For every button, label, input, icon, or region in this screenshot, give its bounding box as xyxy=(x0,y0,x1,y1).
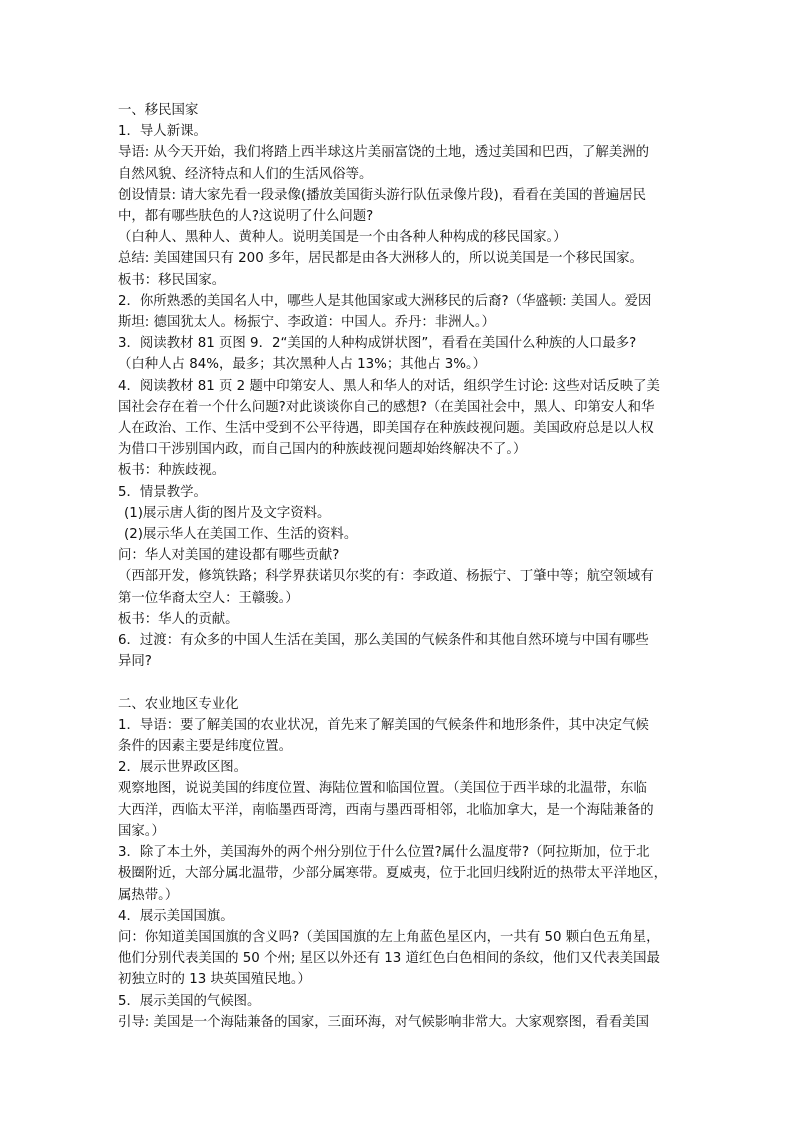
paragraph-line: 属热带。） xyxy=(118,887,179,903)
paragraph-line: (2)展示华人在美国工作、生活的资料。 xyxy=(124,527,358,543)
paragraph-line: 人在政治、工作、生活中受到不公平待遇，即美国存在种族歧视问题。美国政府总是以人权 xyxy=(118,421,654,437)
paragraph-line: 他们分别代表美国的 50 个州; 星区以外还有 13 道红色白色相间的条纹，他们又代表美国最 xyxy=(118,951,660,967)
paragraph-line: 1．导人新课。 xyxy=(118,124,207,140)
paragraph-line: 总结: 美国建国只有 200 多年，居民都是由各大洲移人的，所以说美国是一个移民国家。 xyxy=(118,251,643,267)
paragraph-line: 极圈附近，大部分属北温带，少部分属寒带。夏威夷，位于北回归线附近的热带太平洋地区， xyxy=(118,866,668,882)
paragraph-line: 5．展示美国的气候图。 xyxy=(118,993,261,1009)
paragraph-line: 问：你知道美国国旗的含义吗?（美国国旗的左上角蓝色星区内，一共有 50 颗白色五角星， xyxy=(118,929,660,945)
paragraph-line: （白种人、黑种人、黄种人。说明美国是一个由各种人种构成的移民国家。） xyxy=(118,230,567,246)
paragraph-line: 大西洋，西临太平洋，南临墨西哥湾，西南与墨西哥相邻，北临加拿大，是一个海陆兼备的 xyxy=(118,802,654,818)
paragraph-line: 4．阅读教材 81 页 2 题中印第安人、黑人和华人的对话，组织学生讨论: 这些对话反映了美 xyxy=(118,378,660,394)
paragraph-line: 国家。） xyxy=(118,823,165,839)
paragraph-line: 斯坦: 德国犹太人。杨振宁、李政道：中国人。乔丹：非洲人。） xyxy=(118,315,496,331)
paragraph-line: 导语: 从今天开始，我们将踏上西半球这片美丽富饶的土地，透过美国和巴西，了解美洲的 xyxy=(118,145,649,161)
paragraph-line: 国社会存在着一个什么问题?对此谈谈你自己的感想?（在美国社会中，黑人、印第安人和华 xyxy=(118,399,655,415)
paragraph-line: 自然风貌、经济特点和人们的生活风俗等。 xyxy=(118,166,373,182)
paragraph-line: 问：华人对美国的建设都有哪些贡献? xyxy=(118,548,340,564)
paragraph-line: 板书：种族歧视。 xyxy=(118,463,226,479)
paragraph-line: 板书：华人的贡献。 xyxy=(118,611,239,627)
document-page xyxy=(118,100,684,1033)
paragraph-line: 为借口干涉别国内政，而自己国内的种族歧视问题却始终解决不了。） xyxy=(118,442,527,458)
paragraph-line: （西部开发，修筑铁路；科学界获诺贝尔奖的有：李政道、杨振宁、丁肇中等；航空领域有 xyxy=(118,569,654,585)
paragraph-line: 引导: 美国是一个海陆兼备的国家，三面环海，对气候影响非常大。大家观察图，看看美国 xyxy=(118,1014,649,1030)
paragraph-line: 4．展示美国国旗。 xyxy=(118,908,234,924)
paragraph-line: （白种人占 84%，最多；其次黑种人占 13%；其他占 3%。） xyxy=(118,357,487,373)
paragraph-line: 2．你所熟悉的美国名人中，哪些人是其他国家或大洲移民的后裔?（华盛顿: 美国人。爱因 xyxy=(118,293,652,309)
paragraph-line: 3．阅读教材 81 页图 9．2“美国的人种构成饼状图”，看看在美国什么种族的人口最多? xyxy=(118,336,637,352)
paragraph-line: 3．除了本土外，美国海外的两个州分别位于什么位置?属什么温度带?（阿拉斯加，位于北 xyxy=(118,845,650,861)
section-heading-immigrant-country: 一、移民国家 xyxy=(118,103,199,118)
paragraph-line: (1)展示唐人街的图片及文字资料。 xyxy=(124,505,331,521)
paragraph-line: 创设情景: 请大家先看一段录像(播放美国街头游行队伍录像片段)，看看在美国的普遍居民 xyxy=(118,187,647,203)
paragraph-line: 中，都有哪些肤色的人?这说明了什么问题? xyxy=(118,209,374,225)
section-spacer xyxy=(118,672,684,693)
paragraph-line: 第一位华裔太空人：王赣骏。） xyxy=(118,590,299,606)
paragraph-line: 1．导语：要了解美国的农业状况，首先来了解美国的气候条件和地形条件，其中决定气候 xyxy=(118,717,649,733)
paragraph-line: 板书：移民国家。 xyxy=(118,272,226,288)
section-heading-agricultural-specialization: 二、农业地区专业化 xyxy=(118,696,239,712)
paragraph-line: 异同? xyxy=(118,654,152,670)
paragraph-line: 条件的因素主要是纬度位置。 xyxy=(118,739,293,755)
paragraph-line: 2．展示世界政区图。 xyxy=(118,760,248,776)
paragraph-line: 观察地图，说说美国的纬度位置、海陆位置和临国位置。（美国位于西半球的北温带，东临 xyxy=(118,781,647,797)
paragraph-line: 5．情景教学。 xyxy=(118,484,207,500)
paragraph-line: 初独立时的 13 块英国殖民地。） xyxy=(118,972,311,988)
paragraph-line: 6．过渡：有众多的中国人生活在美国，那么美国的气候条件和其他自然环境与中国有哪些 xyxy=(118,633,649,649)
